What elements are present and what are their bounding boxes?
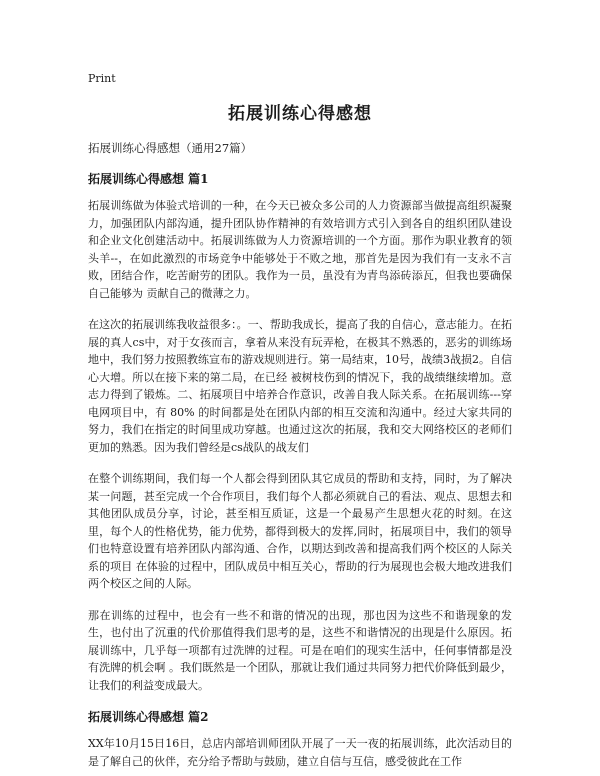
- section-heading: 拓展训练心得感想 篇1: [88, 172, 209, 186]
- section-1: [88, 170, 512, 694]
- document-subtitle: 拓展训练心得感想（通用27篇）: [88, 141, 253, 155]
- paragraph: 那在训练的过程中，也会有一些不和谐的情况的出现，那也因为这些不和谐现象的发生，也付出了沉重的代价那值得我们思考的是，这些不和谐情况的出现是什么原因。拓展训练中，几乎每一项都有过洗牌的过程。可是在咱们的现实生活中，任何事情都是没有洗牌的机会啊 。我们既然是一个团队，那就让我们通过共同努力把代价降低到最少，让我们的利益变成最大。: [88, 608, 512, 692]
- paragraph: 在这次的拓展训练我收益很多：。一、帮助我成长，提高了我的自信心，意志能力。在拓展的真人cs中，对于女孩而言，拿着从来没有玩弄枪，在极其不熟悉的，恶劣的训练场地中，我们努力按照教练宣布的游戏规则进行。第一局结束，10号，战绩3战损2。自信心大增。所以在接下来的第二局，在已经 被树枝伤到的情况下，我的战绩继续增加。意志力得到了锻炼。二、拓展项目中培养合作意识，改善自我人际关系。在拓展训练---穿电网项目中，有 80% 的时间都是处在团队内部的相互交流和沟通中。经过大家共同的努力，我们在指定的时间里成功穿越。也通过这次的拓展，我和交大网络校区的老师们更加的熟悉。因为我们曾经是cs战队的战友们: [88, 318, 512, 454]
- document-title: 拓展训练心得感想: [228, 104, 372, 124]
- section-2: [88, 708, 512, 770]
- print-label[interactable]: Print: [88, 72, 116, 85]
- paragraph: XX年10月15日16日，总店内部培训师团队开展了一天一夜的拓展训练，此次活动目的是了解自己的伙伴，充分给予帮助与鼓励，建立自信与互信，感受彼此在工作: [88, 737, 512, 768]
- paragraph: 拓展训练做为体验式培训的一种，在今天已被众多公司的人力资源部当做提高组织凝聚力，加强团队内部沟通，提升团队协作精神的有效培训方式引入到各自的组织团队建设和企业文化创建活动中。拓展训练做为人力资源培训的一个方面。那作为职业教育的领头羊--，在如此激烈的市场竞争中能够处于不败之地，那首先是因为我们有一支永不言败，团结合作，吃苦耐劳的团队。我作为一员，虽没有为青鸟添砖添瓦，但我也要确保自己能够为 贡献自己的微薄之力。: [88, 199, 512, 300]
- paragraph: 在整个训练期间，我们每一个人都会得到团队其它成员的帮助和支持，同时，为了解决某一问题，甚至完成一个合作项目，我们每个人都必须就自己的看法、观点、思想去和其他团队成员分享，讨论，甚至相互质证，这是一个最易产生思想火花的时刻。在这里，每个人的性格优势，能力优势，都得到极大的发挥,同时，拓展项目中，我们的领导们也特意设置有培养团队内部沟通、合作，以期达到改善和提高我们两个校区的人际关系的项目 在体验的过程中，团队成员中相互关心，帮助的行为展现也会极大地改进我们两个校区之间的人际。: [88, 472, 512, 590]
- section-heading: 拓展训练心得感想 篇2: [88, 710, 209, 724]
